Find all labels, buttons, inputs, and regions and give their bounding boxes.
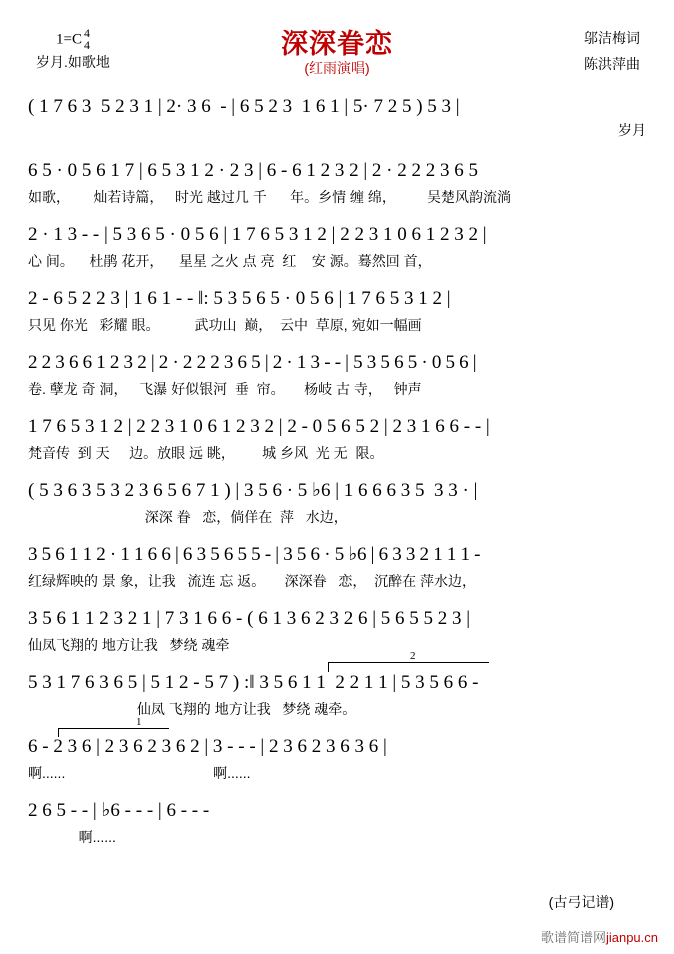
lyrics-line: 深深 眷 恋，倘佯在 萍 水边， xyxy=(28,509,348,525)
notation-line: 3 5 6 1 1 2 3 2 1 | 7 3 1 6 6 - ( 6 1 3 6 2 3 2 6 | 5 6 5 5 2 3 | xyxy=(28,608,471,629)
music-system-8 xyxy=(28,540,646,604)
lyrics-line: 心 间。 杜鹃 花开， 星星 之火 点 亮 红 安 源。蓦然回 首， xyxy=(28,253,432,269)
music-system-12 xyxy=(28,796,646,860)
lyrics-line: 啊...... 啊...... xyxy=(28,765,251,781)
music-system-10 xyxy=(28,650,646,732)
first-ending-number: 1 xyxy=(136,716,142,728)
tempo-marking: 岁月.如歌地 xyxy=(36,54,110,70)
notation-line: 6 5 · 0 5 6 1 7 | 6 5 3 1 2 · 2 3 | 6 - 6 1 2 3 2 | 2 · 2 2 2 3 6 5 xyxy=(28,160,478,181)
time-numerator: 4 xyxy=(83,26,90,40)
page-title: 深深眷恋 xyxy=(281,29,393,59)
lyrics-line xyxy=(28,122,646,144)
lyrics-line: 仙凤 飞翔的 地方让我 梦绕 魂牵。 xyxy=(28,701,357,717)
music-system-1 xyxy=(28,92,646,156)
lyricist-credit: 邬洁梅词 xyxy=(584,30,640,46)
time-denominator: 4 xyxy=(83,38,90,52)
notation-line: 2 - 6 5 2 2 3 | 1 6 1 - - ‖: 5 3 5 6 5 · 0 5 6 | 1 7 6 5 3 1 2 | xyxy=(28,288,451,309)
lyrics-line: 只见 你光 彩耀 眼。 武功山 巅， 云中 草原, 宛如一幅画 xyxy=(28,317,422,333)
watermark-domain: jianpu.cn xyxy=(605,930,658,945)
notation-line: 6 - 2 3 6 | 2 3 6 2 3 6 2 | 3 - - - | 2 3 6 2 3 6 3 6 | xyxy=(28,736,387,757)
music-system-7 xyxy=(28,476,646,540)
lyrics-line: 仙凤飞翔的 地方让我 梦绕 魂牵 xyxy=(28,637,230,653)
music-system-6 xyxy=(28,412,646,476)
first-ending-bracket xyxy=(58,728,169,737)
music-system-9 xyxy=(28,604,646,668)
key-letter: C xyxy=(71,31,82,48)
music-system-5 xyxy=(28,348,646,412)
notation-line: 3 5 6 1 1 2 · 1 1 6 6 | 6 3 5 6 5 5 - | 3 5 6 · 5 ♭6 | 6 3 3 2 1 1 1 - xyxy=(28,544,481,565)
composer-credit: 陈洪萍曲 xyxy=(584,56,640,72)
notation-line: 1 7 6 5 3 1 2 | 2 2 3 1 0 6 1 2 3 2 | 2 - 0 5 6 5 2 | 2 3 1 6 6 - - | xyxy=(28,416,490,437)
notation-line: ( 1 7 6 3 5 2 3 1 | 2· 3 6 - | 6 5 2 3 1 6 1 | 5· 7 2 5 ) 5 3 | xyxy=(28,96,460,117)
lyrics-line: 梵音传 到 天 边。放眼 远 眺， 城 乡风 光 无 限。 xyxy=(28,445,384,461)
notation-line: 2 2 3 6 6 1 2 3 2 | 2 · 2 2 2 3 6 5 | 2 · 1 3 - - | 5 3 5 6 5 · 0 5 6 | xyxy=(28,352,477,373)
watermark-label: 歌谱简谱网 xyxy=(540,930,606,945)
transcriber-credit: (古弓记谱) xyxy=(548,894,614,910)
notation-line: 2 · 1 3 - - | 5 3 6 5 · 0 5 6 | 1 7 6 5 3 1 2 | 2 2 3 1 0 6 1 2 3 2 | xyxy=(28,224,487,245)
lyrics-line: 啊...... xyxy=(28,829,116,845)
lyrics-line: 红绿辉映的 景 象，让我 流连 忘 返。 深深眷 恋， 沉醉在 萍水边， xyxy=(28,573,477,589)
lyrics-line: 如歌， 灿若诗篇， 时光 越过几 千 年。乡情 缠 绵， 吴楚风韵流淌 xyxy=(28,189,512,205)
second-ending-number: 2 xyxy=(410,650,416,662)
music-system-4 xyxy=(28,284,646,348)
notation-line: ( 5 3 6 3 5 3 2 3 6 5 6 7 1 ) | 3 5 6 · 5 ♭6 | 1 6 6 6 3 5 3 3 · | xyxy=(28,480,478,501)
notation-line: 2 6 5 - - | ♭6 - - - | 6 - - - xyxy=(28,800,210,821)
key-label: 1= xyxy=(56,31,72,48)
music-system-3 xyxy=(28,220,646,284)
lyrics-line: 卷. 孽龙 奇 洞， 飞瀑 好似银河 垂 帘。 杨岐 古 寺， 钟声 xyxy=(28,381,422,397)
pickup-lyric: 岁月 xyxy=(618,122,646,138)
site-watermark xyxy=(541,927,658,946)
score-header xyxy=(0,0,674,92)
music-system-11 xyxy=(28,716,646,796)
second-ending-bracket xyxy=(328,662,489,672)
music-system-2 xyxy=(28,156,646,220)
performer-subtitle: (红雨演唱) xyxy=(304,60,370,76)
notation-line: 5 3 1 7 6 3 6 5 | 5 1 2 - 5 7 ) :‖ 3 5 6 1 1 2 2 1 1 | 5 3 5 6 6 - xyxy=(28,672,479,693)
